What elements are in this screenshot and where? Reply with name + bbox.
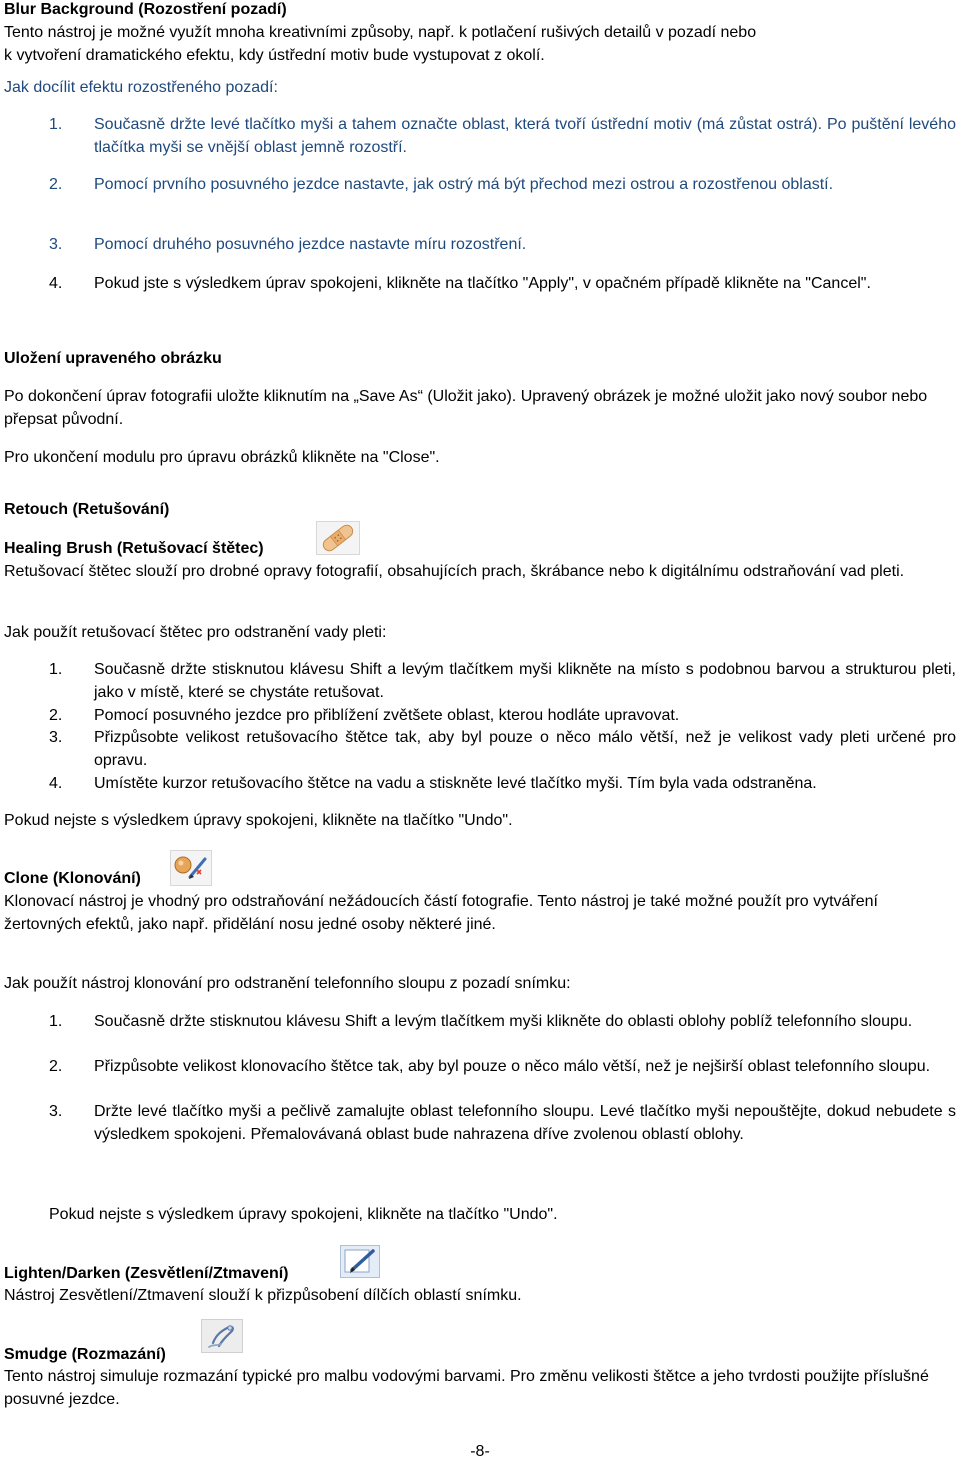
step-text: Přizpůsobte velikost retušovacího štětce tak, aby byl pouze o něco málo větší, než je velikost vady pleti určené pro opravu.: [94, 729, 956, 769]
blur-intro-line-2: k vytvoření dramatického efektu, kdy ústřední motiv bude vystupovat z okolí.: [4, 47, 545, 64]
smudge-desc: Tento nástroj simuluje rozmazání typické pro malbu vodovými barvami. Pro změnu velikosti štětce a jeho tvrdosti použijte příslušné posuvné jezdce.: [4, 1368, 929, 1408]
step-text: Přizpůsobte velikost klonovacího štětce tak, aby byl pouze o něco málo větší, než je nejširší oblast telefonního sloupu.: [94, 1058, 931, 1075]
clone-step-1: [0, 1010, 956, 1033]
healing-step-1: [0, 658, 956, 704]
step-number: 3.: [49, 236, 63, 253]
step-number: 3.: [49, 1103, 63, 1120]
blur-step-4: [0, 272, 956, 295]
step-number: 2.: [49, 176, 63, 193]
step-text: Současně držte stisknutou klávesu Shift a levým tlačítkem myši klikněte do oblasti oblohy poblíž telefonního sloupu.: [94, 1013, 913, 1030]
step-text: Současně držte levé tlačítko myši a tahem označte oblast, která tvoří ústřední motiv (má zůstat ostrá). Po puštění levého tlačítka myši se vnější oblast jemně rozostří.: [94, 116, 956, 156]
retouch-heading: Retouch (Retušování): [4, 501, 170, 518]
healing-brush-heading: Healing Brush (Retušovací štětec): [4, 540, 264, 557]
lighten-darken-desc: Nástroj Zesvětlení/Ztmavení slouží k přizpůsobení dílčích oblastí snímku.: [4, 1287, 522, 1304]
healing-step-2: [0, 704, 956, 727]
clone-stamp-icon: [170, 850, 212, 886]
blur-step-3: [0, 233, 956, 256]
step-number: 4.: [49, 775, 63, 792]
step-text: Pomocí druhého posuvného jezdce nastavte míru rozostření.: [94, 236, 527, 253]
healing-step-3: [0, 726, 956, 772]
blur-step-1: [0, 113, 956, 159]
clone-step-3: [0, 1100, 956, 1146]
healing-howto: Jak použít retušovací štětec pro odstranění vady pleti:: [4, 624, 387, 641]
step-text: Pokud jste s výsledkem úprav spokojeni, klikněte na tlačítko "Apply", v opačném případě klikněte na "Cancel".: [94, 275, 871, 292]
clone-heading: Clone (Klonování): [4, 870, 141, 887]
healing-desc: Retušovací štětec slouží pro drobné opravy fotografií, obsahujících prach, škrábance nebo k digitálnímu odstraňování vad pleti.: [4, 563, 905, 580]
step-text: Držte levé tlačítko myši a pečlivě zamalujte oblast telefonního sloupu. Levé tlačítko myši nepouštějte, dokud nebudete s výsledkem spokojeni. Přemalovávaná oblast bude nahrazena dříve zvolenou oblastí oblohy.: [94, 1103, 956, 1143]
page-number: -8-: [470, 1443, 490, 1460]
step-text: Umístěte kurzor retušovacího štětce na vadu a stiskněte levé tlačítko myši. Tím byla vada odstraněna.: [94, 775, 817, 792]
clone-desc: Klonovací nástroj je vhodný pro odstraňování nežádoucích částí fotografie. Tento nástroj je také možné použít pro vytváření žertovných efektů, jako např. přidělání nosu jedné osoby některé jiné.: [4, 893, 878, 933]
save-para-2: Pro ukončení modulu pro úpravu obrázků klikněte na "Close".: [4, 449, 440, 466]
step-number: 3.: [49, 729, 63, 746]
step-number: 2.: [49, 707, 63, 724]
step-number: 1.: [49, 116, 63, 133]
pencil-tool-icon: [340, 1245, 380, 1278]
blur-step-2: [0, 173, 956, 196]
step-number: 1.: [49, 661, 63, 678]
blur-heading: Blur Background (Rozostření pozadí): [4, 1, 287, 18]
blur-howto: Jak docílit efektu rozostřeného pozadí:: [4, 79, 278, 96]
save-para-1: Po dokončení úprav fotografii uložte kliknutím na „Save As“ (Uložit jako). Upravený obrázek je možné uložit jako nový soubor nebo přepsat původní.: [4, 388, 928, 428]
clone-undo: Pokud nejste s výsledkem úpravy spokojeni, klikněte na tlačítko "Undo".: [49, 1206, 558, 1223]
healing-undo: Pokud nejste s výsledkem úpravy spokojeni, klikněte na tlačítko "Undo".: [4, 812, 513, 829]
save-heading: Uložení upraveného obrázku: [4, 350, 222, 367]
step-number: 2.: [49, 1058, 63, 1075]
clone-step-2: [0, 1055, 956, 1078]
step-text: Pomocí prvního posuvného jezdce nastavte, jak ostrý má být přechod mezi ostrou a rozostřenou oblastí.: [94, 176, 834, 193]
clone-howto: Jak použít nástroj klonování pro odstranění telefonního sloupu z pozadí snímku:: [4, 975, 571, 992]
smudge-heading: Smudge (Rozmazání): [4, 1346, 166, 1363]
step-number: 1.: [49, 1013, 63, 1030]
smudge-finger-icon: [201, 1319, 243, 1353]
bandage-icon: [316, 521, 360, 555]
step-number: 4.: [49, 275, 63, 292]
step-text: Současně držte stisknutou klávesu Shift a levým tlačítkem myši klikněte na místo s podobnou barvou a strukturou pleti, jako v místě, které se chystáte retušovat.: [94, 661, 956, 701]
step-text: Pomocí posuvného jezdce pro přiblížení zvětšete oblast, kterou hodláte upravovat.: [94, 707, 680, 724]
healing-step-4: [0, 772, 956, 795]
blur-intro-line-1: Tento nástroj je možné využít mnoha kreativními způsoby, např. k potlačení rušivých detailů v pozadí nebo: [4, 24, 757, 41]
lighten-darken-heading: Lighten/Darken (Zesvětlení/Ztmavení): [4, 1265, 289, 1282]
